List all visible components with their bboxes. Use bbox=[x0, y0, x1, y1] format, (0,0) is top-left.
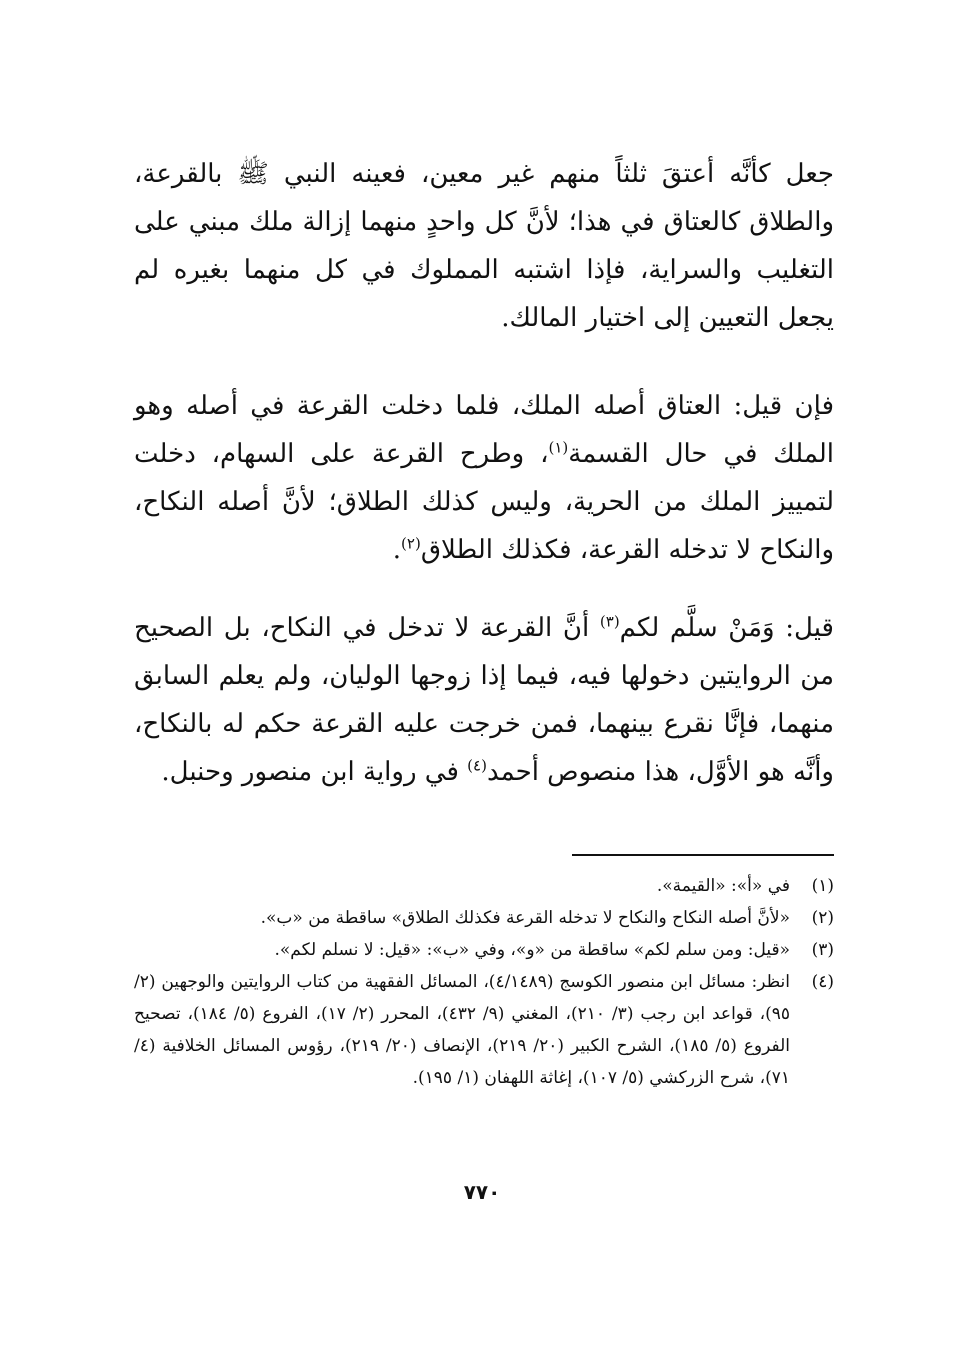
footnote-3 bbox=[134, 934, 834, 966]
footnote-divider bbox=[572, 854, 834, 856]
paragraph-3-text-a: قيل: وَمَنْ سلَّم لكم bbox=[619, 613, 834, 643]
paragraph-2-text-b: ، وطرح القرعة على السهام، دخلت لتمييز الملك من الحرية، وليس كذلك الطلاق؛ لأنَّ أصله النكاح، والنكاح لا تدخله القرعة، فكذلك الطلاق bbox=[134, 439, 834, 565]
paragraph-2-text-c: . bbox=[392, 535, 402, 565]
footnote-ref-3[interactable]: (٣) bbox=[599, 612, 620, 631]
paragraph-2 bbox=[134, 382, 834, 574]
footnote-1 bbox=[134, 870, 834, 902]
footnote-ref-4[interactable]: (٤) bbox=[467, 756, 487, 775]
footnote-text: «قيل: ومن سلم لكم» ساقطة من «و»، وفي «ب»: «قيل: لا نسلم لكم». bbox=[274, 940, 790, 960]
footnote-ref-2[interactable]: (٢) bbox=[401, 534, 421, 553]
paragraph-3 bbox=[134, 604, 834, 796]
paragraph-3-text-c: في رواية ابن منصور وحنبل. bbox=[161, 757, 468, 787]
footnote-number: (٤) bbox=[811, 972, 834, 992]
footnote-2 bbox=[134, 902, 834, 934]
paragraph-1 bbox=[134, 150, 834, 342]
footnote-4 bbox=[134, 966, 834, 1094]
footnotes bbox=[134, 870, 834, 1094]
paragraph-2-text-a: فإن قيل: العتاق أصله الملك، فلما دخلت القرعة في أصله وهو الملك في حال القسمة bbox=[134, 391, 834, 469]
page-number: ٧٧٠ bbox=[463, 1180, 501, 1204]
footnote-text: في «أ»: «القيمة». bbox=[656, 876, 790, 896]
footnote-text: انظر: مسائل ابن منصور الكوسج (٤/١٤٨٩)، المسائل الفقهية من كتاب الروايتين والوجهين (٢/ ٩٥)، قواعد ابن رجب (٣/ ٢١٠)، المغني (٩/ ٤٣٢)، المحرر (٢/ ١٧)، الفروع (٥/ ١٨٤)، تصحيح الفروع (٥/ ١٨٥)، الشرح الكبير (٢٠/ ٢١٩)، الإنصاف (٢٠/ ٢١٩)، رؤوس المسائل الخلافية (٤/ ٧١)، شرح الزركشي (٥/ ١٠٧)، إغاثة اللهفان (١/ ١٩٥). bbox=[134, 972, 791, 1088]
footnote-number: (١) bbox=[811, 876, 834, 896]
paragraph-3-text-b: أنَّ القرعة لا تدخل في النكاح، بل الصحيح من الروايتين دخولها فيه، فيما إذا زوجها الوليان، ولم يعلم السابق منهما، فإنَّا نقرع بينهما، فمن خرجت عليه القرعة حكم له بالنكاح، وأنَّه هو الأوَّل، هذا منصوص أحمد bbox=[134, 613, 834, 787]
footnote-number: (٢) bbox=[811, 908, 834, 928]
footnote-text: «لأنَّ أصله النكاح والنكاح لا تدخله القرعة فكذلك الطلاق» ساقطة من «ب». bbox=[260, 908, 790, 928]
footnote-ref-1[interactable]: (١) bbox=[548, 438, 569, 457]
footnote-number: (٣) bbox=[811, 940, 834, 960]
paragraph-1-text: جعل كأنَّه أعتقَ ثلثاً منهم غير معين، فعينه النبي ﷺ بالقرعة، والطلاق كالعتاق في هذا؛ لأنَّ كل واحدٍ منهما إزالة ملك مبني على التغليب والسراية، فإذا اشتبه المملوك في كل منهما بغيره لم يجعل التعيين إلى اختيار المالك. bbox=[134, 159, 834, 333]
